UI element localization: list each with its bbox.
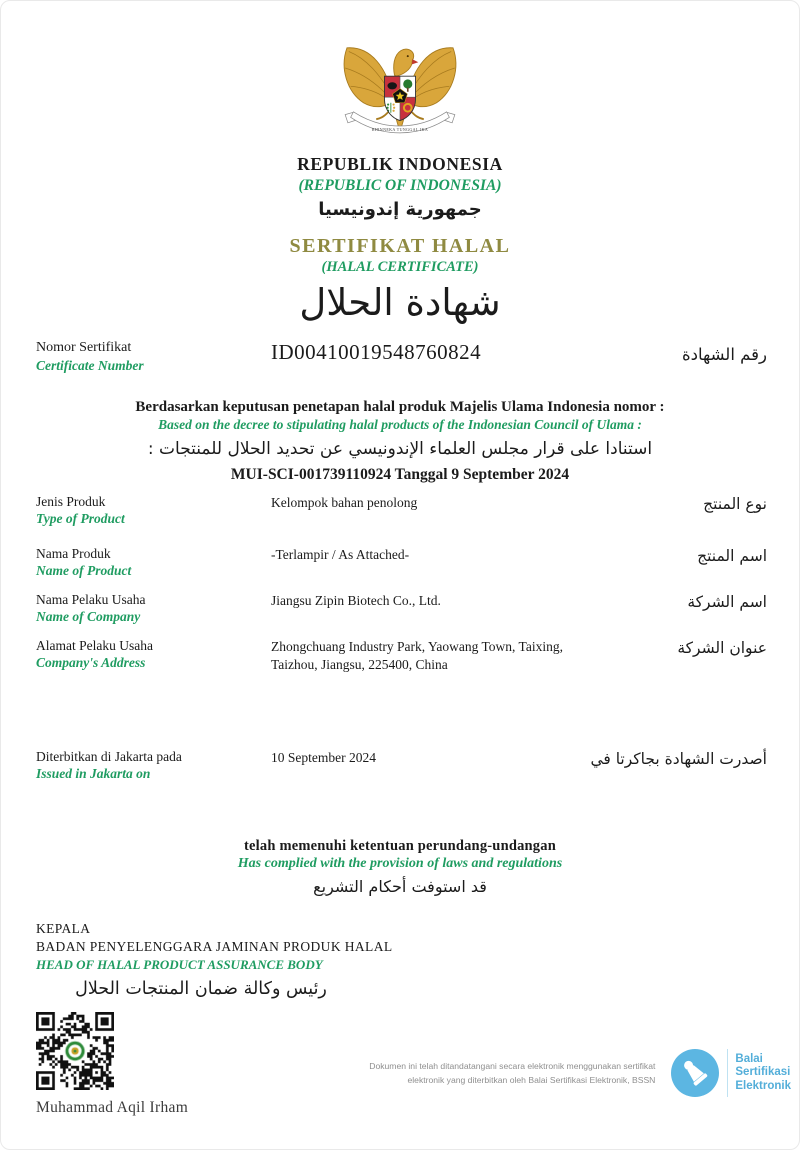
electronic-signature-note (369, 1059, 655, 1087)
cert-number-value: ID00410019548760824 (271, 340, 482, 364)
field-row-issue-date (36, 748, 767, 783)
company-address-label-ar: عنوان الشركة (677, 638, 767, 657)
company-address-label-id: Alamat Pelaku Usaha (36, 637, 153, 653)
qr-code (36, 1012, 114, 1090)
decree-line-en: Based on the decree to stipulating halal products of the Indonesian Council of Ulama : (158, 417, 642, 432)
signatory-title-ar: رئيس وكالة ضمان المنتجات الحلال (75, 978, 327, 999)
garuda-pancasila-emblem (336, 35, 464, 143)
certificate-number-row (36, 339, 767, 375)
issue-date-label-ar: أصدرت الشهادة بجاكرتا في (590, 750, 767, 769)
emblem-motto-text: BHINNEKA TUNGGAL IKA (371, 126, 429, 132)
signatory-name: Muhammad Aqil Irham (36, 1098, 189, 1116)
note-line2: elektronik yang diterbitkan oleh Balai Sertifikasi Elektronik, BSSN (407, 1075, 656, 1085)
issue-date-value: 10 September 2024 (271, 750, 376, 766)
product-name-label-en: Name of Product (36, 562, 132, 578)
bse-text-line2: Sertifikasi (735, 1066, 791, 1079)
compliance-line-ar: قد استوفت أحكام التشريع (313, 877, 487, 896)
issue-date-label-en: Issued in Jakarta on (36, 766, 151, 782)
decree-number-line: MUI-SCI-001739110924 Tanggal 9 September 2024 (230, 466, 570, 483)
garuda-beak (412, 59, 418, 64)
certificate-fields (36, 493, 767, 783)
company-name-label-ar: اسم الشركة (687, 593, 767, 612)
field-row-product-name (36, 545, 767, 580)
company-address-value: Zhongchuang Industry Park, Yaowang Town, Taixing, Taizhou, Jiangsu, 225400, China (271, 638, 563, 672)
compliance-line-en: Has complied with the provision of laws and regulations (237, 856, 563, 871)
signatory-block (36, 920, 393, 1117)
product-type-value: Kelompok bahan penolong (271, 495, 418, 510)
certificate-title-id: SERTIFIKAT HALAL (289, 235, 511, 257)
company-name-value: Jiangsu Zipin Biotech Co., Ltd. (271, 593, 441, 609)
country-name-en: (REPUBLIC OF INDONESIA) (298, 177, 502, 194)
field-row-product-type (36, 493, 767, 528)
compliance-statement (1, 838, 799, 896)
product-name-label-ar: اسم المنتج (697, 546, 767, 565)
bse-text-line1: Balai (735, 1052, 763, 1065)
product-name-label-id: Nama Produk (36, 545, 111, 561)
product-type-label-en: Type of Product (36, 511, 125, 527)
field-row-company-name (36, 591, 767, 626)
company-address-label-en: Company's Address (36, 654, 146, 670)
product-type-label-id: Jenis Produk (36, 494, 106, 509)
decree-line-id: Berdasarkan keputusan penetapan halal produk Majelis Ulama Indonesia nomor : (135, 399, 665, 415)
bse-text-line3: Elektronik (735, 1079, 791, 1092)
cert-number-label-en: Certificate Number (36, 358, 144, 374)
bse-logo (669, 1047, 791, 1099)
country-name-ar: جمهورية إندونيسيا (318, 199, 482, 220)
certificate-number-labels (36, 339, 271, 375)
signatory-title-en: HEAD OF HALAL PRODUCT ASSURANCE BODY (36, 957, 323, 973)
decree-line-ar: استنادا على قرار مجلس العلماء الإندونيسي عن تحديد الحلال للمنتجات : (147, 439, 653, 459)
product-name-value: -Terlampir / As Attached- (271, 546, 410, 562)
signatory-title-line1: KEPALA (36, 921, 91, 936)
field-row-company-address (36, 637, 767, 674)
certificate-header (1, 35, 799, 325)
company-name-label-id: Nama Pelaku Usaha (36, 592, 146, 608)
decree-section (1, 399, 799, 484)
certificate-title-ar: شهادة الحلال (299, 281, 501, 324)
company-name-label-en: Name of Company (36, 609, 141, 625)
bse-logo-divider (727, 1049, 728, 1097)
signatory-title-line2: BADAN PENYELENGGARA JAMINAN PRODUK HALAL (36, 939, 393, 955)
compliance-line-id: telah memenuhi ketentuan perundang-undangan (244, 838, 556, 854)
bse-logo-text (735, 1053, 791, 1094)
issue-date-label-id: Diterbitkan di Jakarta pada (36, 749, 182, 765)
certificate-title-en: (HALAL CERTIFICATE) (321, 259, 479, 275)
country-name-id: REPUBLIK INDONESIA (297, 154, 503, 174)
product-type-label-ar: نوع المنتج (703, 495, 767, 513)
bse-stamp-icon (669, 1047, 721, 1099)
note-line1: Dokumen ini telah ditandatangani secara elektronik menggunakan sertifikat (369, 1060, 656, 1071)
footer (369, 1047, 791, 1099)
cert-number-label-id: Nomor Sertifikat (36, 340, 132, 355)
cert-number-label-ar: رقم الشهادة (681, 345, 767, 364)
